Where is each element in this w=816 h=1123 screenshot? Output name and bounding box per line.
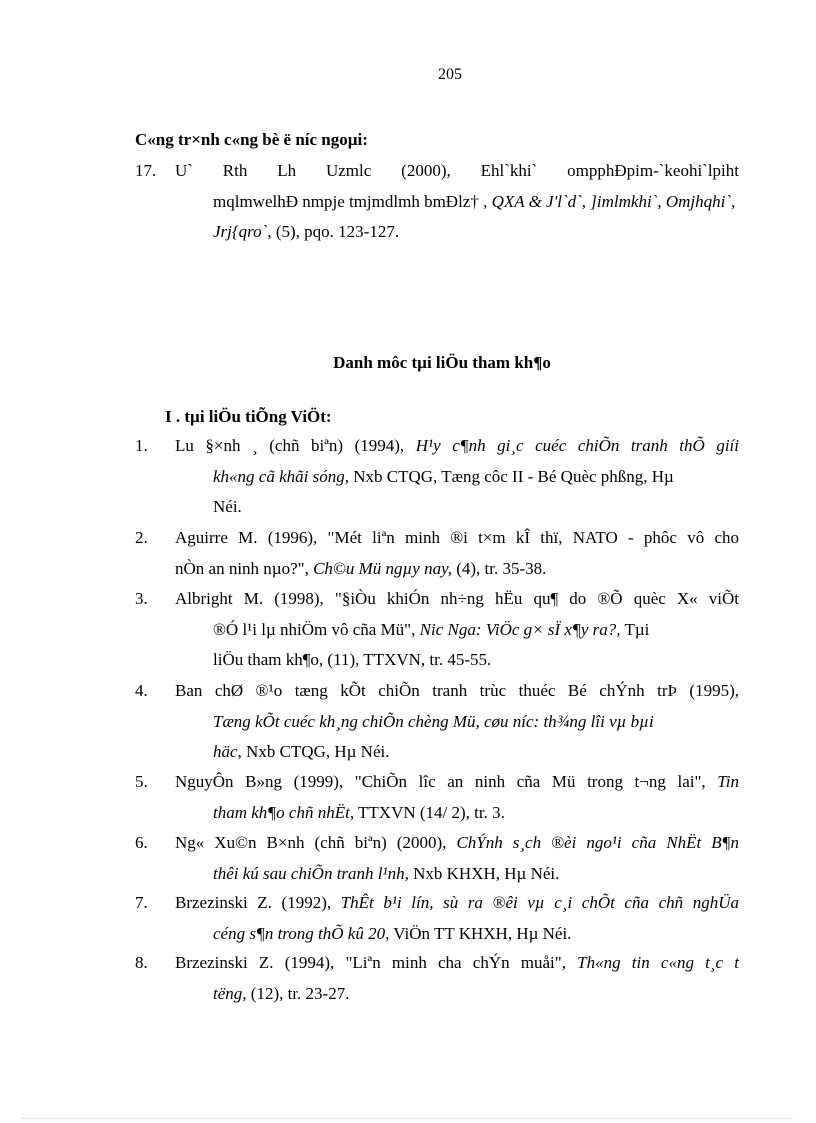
entry-book-title: kh«ng cã khãi sóng, (213, 466, 349, 486)
entry-journal-title: tëng, (213, 983, 247, 1003)
bibliography-entry (135, 828, 739, 889)
entry-line (135, 737, 739, 768)
bibliography-entry (135, 888, 739, 949)
vietnamese-section-heading: I . tµi liÖu tiÕng ViÖt: (165, 407, 332, 426)
entry-number: 3. (135, 589, 148, 608)
entry-number: 7. (135, 893, 148, 912)
entry-line: Albright M. (1998), "§iÒu khiÓn nh÷ng hËu qu¶ do ®Õ quèc X« viÕt (175, 589, 739, 608)
bibliography-entry (135, 584, 739, 676)
entry-text: nÒn an ninh nµo?", (175, 558, 314, 578)
entry-source-title: Jrj{qro` (213, 222, 268, 241)
entry-text: ®Ó l¹i lµ nhiÖm vô cña Mü", (213, 619, 420, 639)
entry-book-title: häc (213, 742, 238, 761)
entry-text: , ViÖn TT KHXH, Hµ Néi. (385, 923, 572, 943)
entry-line (135, 948, 739, 979)
page-bottom-divider (22, 1118, 794, 1119)
entry-line (135, 888, 739, 919)
entry-number: 8. (135, 953, 148, 972)
bibliography-entry (135, 431, 739, 523)
entry-line (135, 859, 739, 890)
bibliography-entry (135, 523, 739, 584)
entry-line: U` Rth Lh Uzmlc (2000), Ehl`khi` ompphÐpim-`keohi`lpiht (175, 161, 739, 180)
entry-number: 6. (135, 833, 148, 852)
entry-text: (4), tr. 35-38. (451, 558, 547, 578)
entry-line (135, 979, 739, 1010)
entry-line (135, 431, 739, 462)
entry-text: Ng« Xu©n B×nh (chñ biªn) (2000), (175, 833, 457, 852)
entry-source-title: QXA & J'l`d`, ]imlmkhi`, Omjhqhi`, (491, 191, 736, 211)
entry-journal-title: Nic Nga: ViÖc g× sÏ x¶y ra?, (419, 619, 621, 639)
entry-text: Nxb CTQG, Tæng côc II - Bé Quèc phßng, Hµ (348, 466, 674, 486)
entry-text: Brzezinski Z. (1994), "Liªn minh cha chÝn muåi", (175, 953, 578, 972)
entry-book-title: céng s¶n trong thÕ kû 20 (213, 923, 386, 943)
entry-book-title: thêi kú sau chiÕn tranh l¹nh (213, 863, 405, 883)
entry-line: Tæng kÕt cuéc kh¸ng chiÕn chèng Mü, cøu níc: th¾ng lîi vµ bµi (213, 711, 654, 731)
entry-number: 17. (135, 161, 157, 180)
entry-number: 4. (135, 681, 148, 700)
entry-text: mqlmwelhÐ nmpje tmjmdlmh bmÐlz† , (213, 191, 492, 211)
entry-number: 2. (135, 528, 148, 547)
entry-line: Aguirre M. (1996), "Mét liªn minh ®i t×m kÎ thï, NATO - phôc vô cho (175, 528, 739, 547)
entry-line: Néi. (213, 497, 242, 516)
entry-line (135, 919, 739, 950)
entry-text: Lu §×nh ¸ (chñ biªn) (1994), (175, 436, 416, 455)
bibliography-entry (135, 767, 739, 828)
entry-text: NguyÔn B»ng (1999), "ChiÕn lîc an ninh cña Mü trong t¬ng lai", (175, 772, 718, 791)
entry-text: , Nxb CTQG, Hµ Néi. (237, 742, 390, 761)
entry-text: , (5), pqo. 123-127. (267, 222, 400, 241)
entry-number: 1. (135, 436, 148, 455)
bibliography-entry (135, 676, 739, 768)
entry-line (135, 767, 739, 798)
entry-journal-title: Th«ng tin c«ng t¸c t (577, 953, 739, 972)
entry-line (135, 462, 739, 493)
entry-line (135, 828, 739, 859)
entry-text: , Nxb KHXH, Hµ Néi. (404, 863, 560, 883)
entry-line (135, 554, 739, 585)
bibliography-title: Danh môc tµi liÖu tham kh¶o (333, 353, 551, 372)
entry-line (135, 615, 739, 646)
page-number: 205 (438, 66, 462, 83)
entry-journal-title: tham kh¶o chñ nhËt (213, 802, 350, 822)
entry-text: Tµi (620, 619, 650, 639)
entry-text: (12), tr. 23-27. (246, 983, 350, 1003)
entry-text: , TTXVN (14/ 2), tr. 3. (349, 802, 505, 822)
entry-journal-title: Tin (717, 772, 739, 791)
entry-line (135, 798, 739, 829)
bibliography-entry (135, 948, 739, 1009)
entry-number: 5. (135, 772, 148, 791)
entry-line (135, 217, 739, 248)
entry-book-title: H¹y c¶nh gi¸c cuéc chiÕn tranh thÕ giíi (415, 436, 739, 455)
entry-line: liÖu tham kh¶o, (11), TTXVN, tr. 45-55. (213, 650, 492, 669)
foreign-works-heading: C«ng tr×nh c«ng bè ë níc ngoµi: (135, 130, 368, 149)
entry-journal-title: Ch©u Mü ngµy nay, (313, 558, 452, 578)
entry-text: Brzezinski Z. (1992), (175, 893, 341, 912)
entry-line: Ban chØ ®¹o tæng kÕt chiÕn tranh trùc thuéc Bé chÝnh trÞ (1995), (175, 681, 739, 700)
entry-book-title: ChÝnh s¸ch ®èi ngo¹i cña NhËt B¶n (456, 833, 740, 852)
foreign-entry-17 (135, 156, 739, 248)
entry-line (135, 187, 739, 218)
entry-book-title: ThÊt b¹i lín, sù ra ®êi vµ c¸i chÕt cña chñ nghÜa (340, 893, 740, 912)
